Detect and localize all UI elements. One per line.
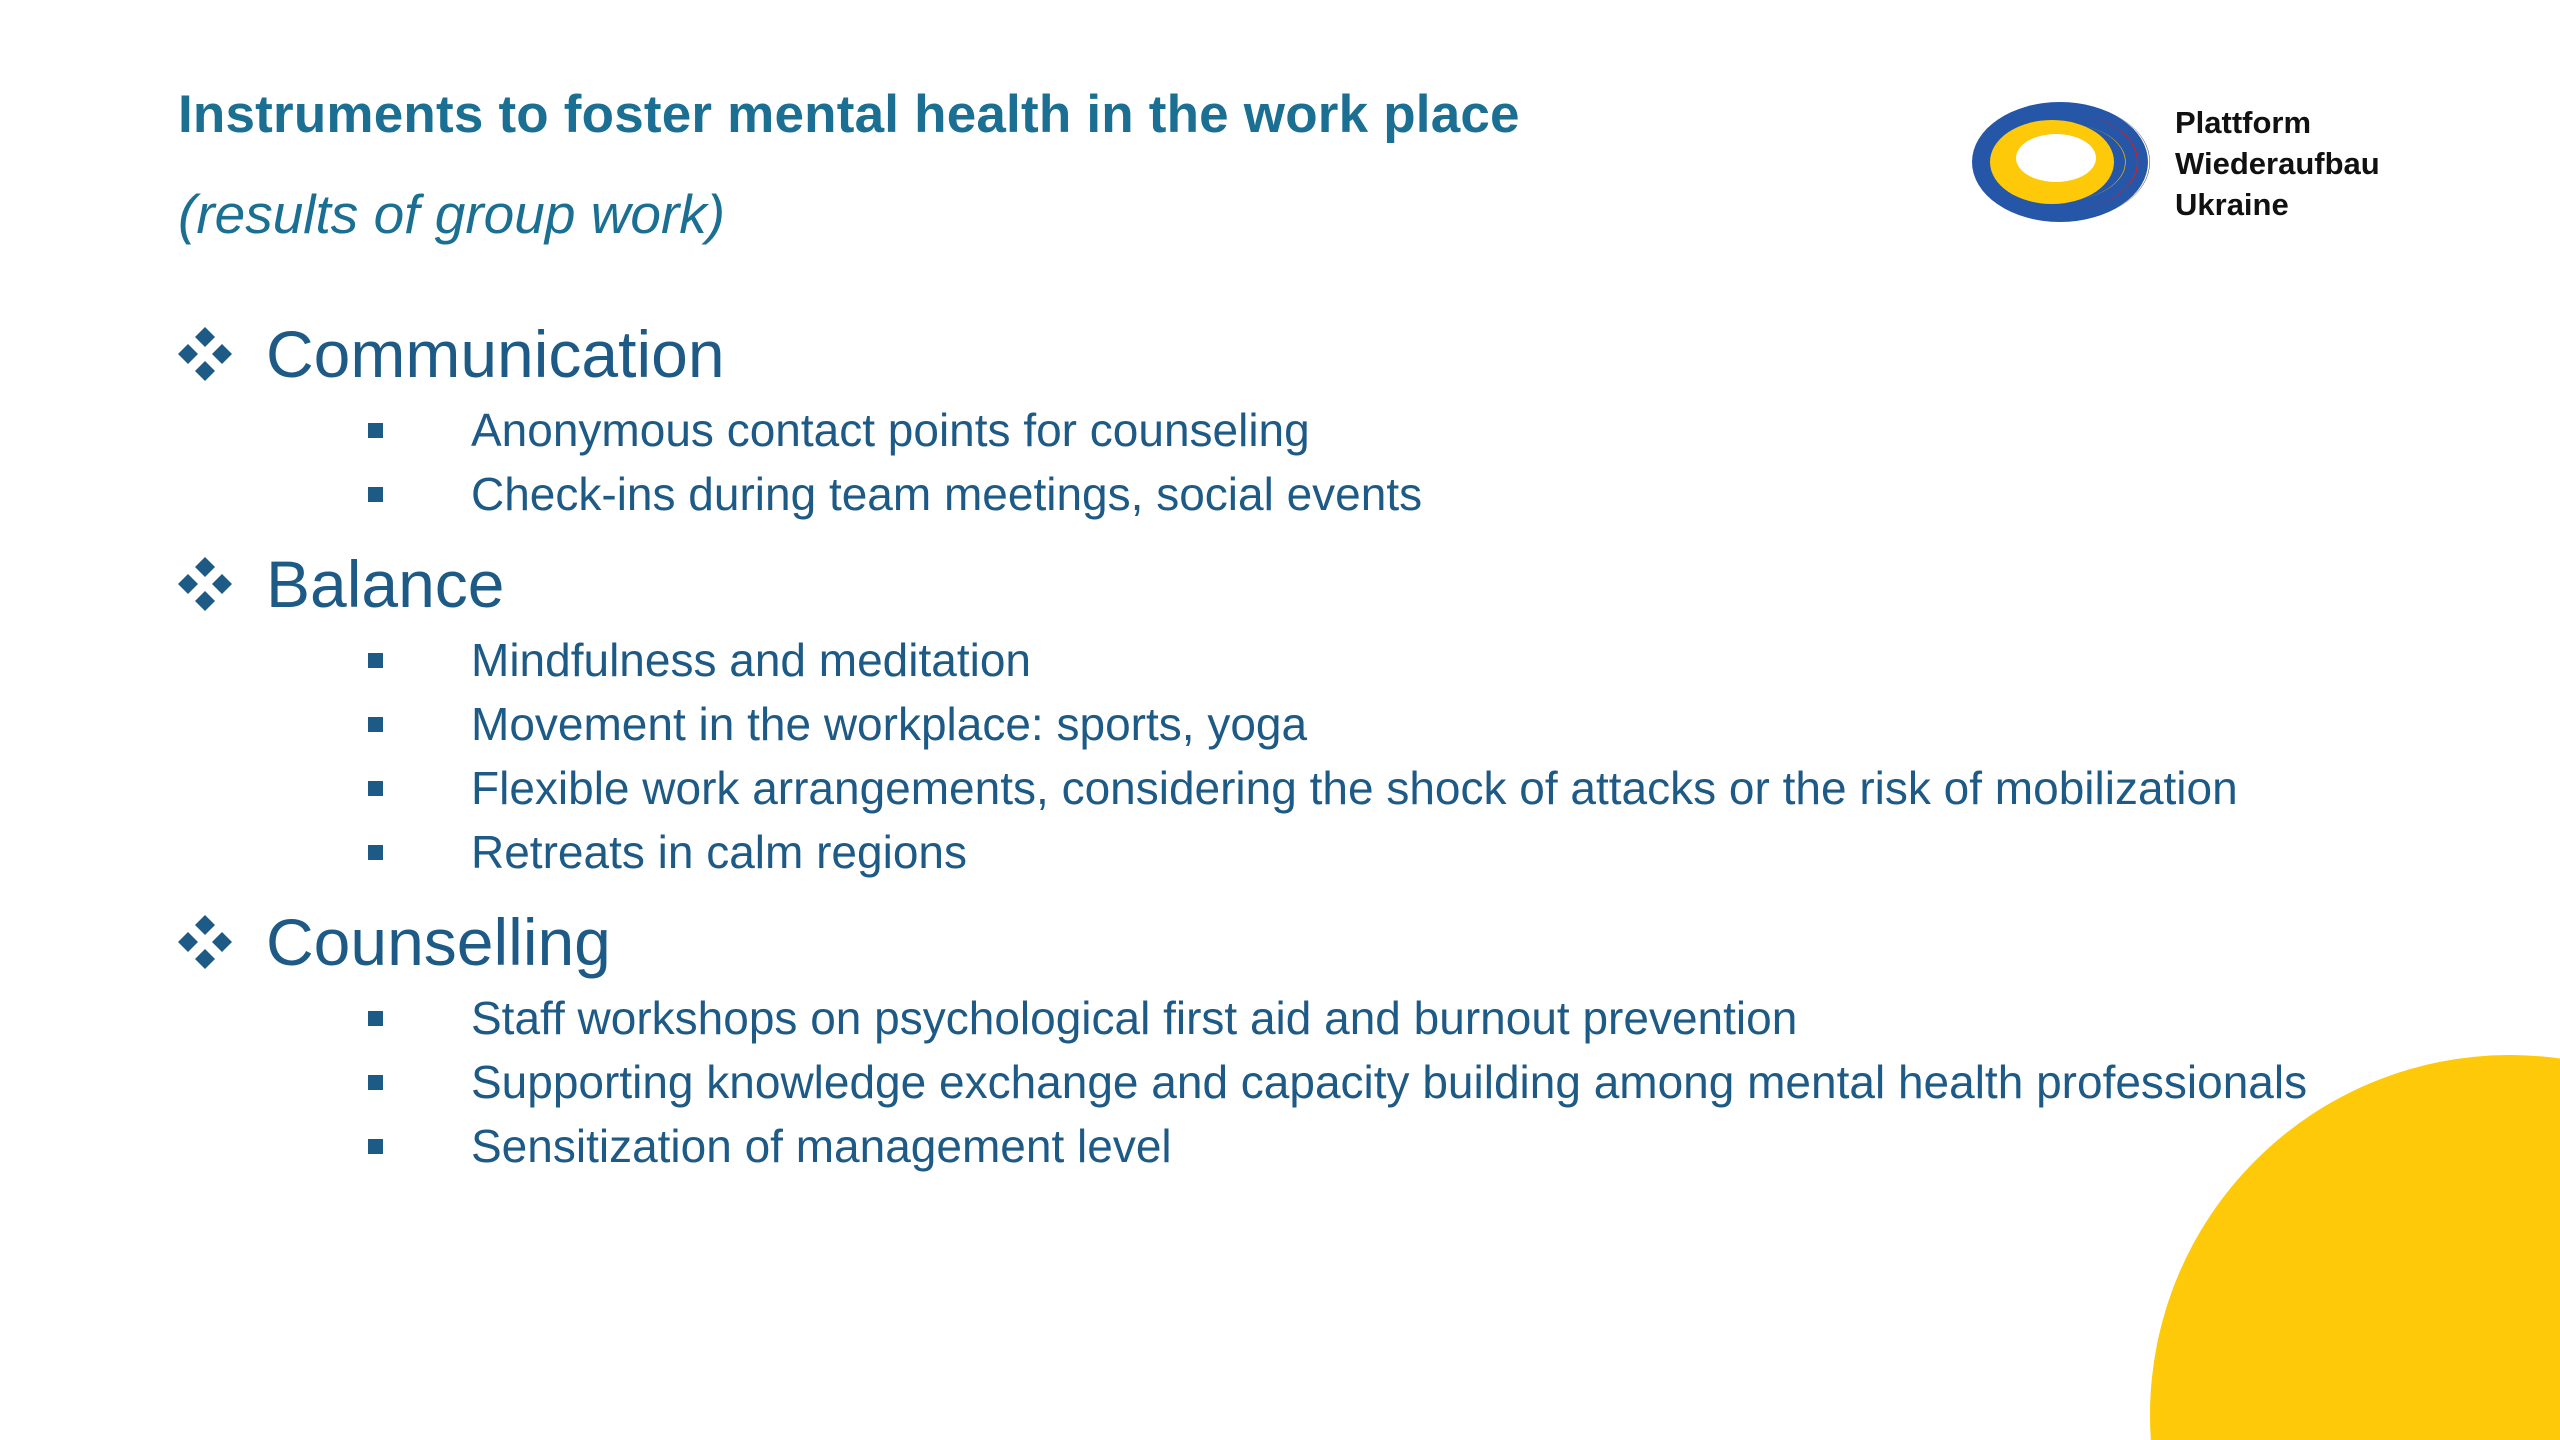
- list-item: [176, 820, 2426, 884]
- square-bullet-icon: [368, 845, 383, 860]
- section-communication: [176, 310, 2426, 526]
- list-item: [176, 692, 2426, 756]
- list-item-label: Sensitization of management level: [471, 1120, 1172, 1172]
- square-bullet-icon: [368, 781, 383, 796]
- list-item-label: Check-ins during team meetings, social events: [471, 468, 1423, 520]
- slide-title: Instruments to foster mental health in the work place: [178, 85, 1520, 144]
- section-counselling: [176, 898, 2426, 1178]
- list-item: [176, 1050, 2426, 1114]
- plattform-logo: [1970, 100, 2410, 230]
- section-label: Counselling: [266, 905, 611, 979]
- list-item-label: Movement in the workplace: sports, yoga: [471, 698, 1308, 750]
- logo-ring-icon: [1970, 100, 2155, 225]
- section-balance: [176, 540, 2426, 884]
- list-item-label: Supporting knowledge exchange and capacity building among mental health professionals: [471, 1056, 2308, 1108]
- slide-subtitle: (results of group work): [178, 183, 726, 245]
- list-item: [176, 628, 2426, 692]
- list-item: [176, 756, 2426, 820]
- logo-line-3: Ukraine: [2175, 187, 2289, 222]
- list-item: [176, 398, 2426, 462]
- four-diamond-bullet-icon: [176, 913, 234, 971]
- list-item-label: Flexible work arrangements, considering the shock of attacks or the risk of mobilization: [471, 762, 2238, 814]
- list-item-label: Anonymous contact points for counseling: [471, 404, 1310, 456]
- bullet-content: [176, 310, 2426, 1192]
- list-item-label: Retreats in calm regions: [471, 826, 967, 878]
- list-item-label: Staff workshops on psychological first aid and burnout prevention: [471, 992, 1798, 1044]
- list-item: [176, 1114, 2426, 1178]
- square-bullet-icon: [368, 1075, 383, 1090]
- square-bullet-icon: [368, 717, 383, 732]
- logo-wordmark: [2175, 102, 2380, 225]
- four-diamond-bullet-icon: [176, 325, 234, 383]
- section-label: Communication: [266, 317, 725, 391]
- square-bullet-icon: [368, 423, 383, 438]
- logo-line-2: Wiederaufbau: [2175, 146, 2380, 181]
- section-label: Balance: [266, 547, 505, 621]
- section-items: [176, 986, 2426, 1178]
- square-bullet-icon: [368, 1011, 383, 1026]
- section-heading: [176, 540, 2426, 628]
- list-item-label: Mindfulness and meditation: [471, 634, 1031, 686]
- section-items: [176, 628, 2426, 884]
- list-item: [176, 986, 2426, 1050]
- four-diamond-bullet-icon: [176, 555, 234, 613]
- logo-line-1: Plattform: [2175, 105, 2312, 140]
- section-heading: [176, 310, 2426, 398]
- list-item: [176, 462, 2426, 526]
- square-bullet-icon: [368, 1139, 383, 1154]
- square-bullet-icon: [368, 653, 383, 668]
- section-items: [176, 398, 2426, 526]
- square-bullet-icon: [368, 487, 383, 502]
- section-heading: [176, 898, 2426, 986]
